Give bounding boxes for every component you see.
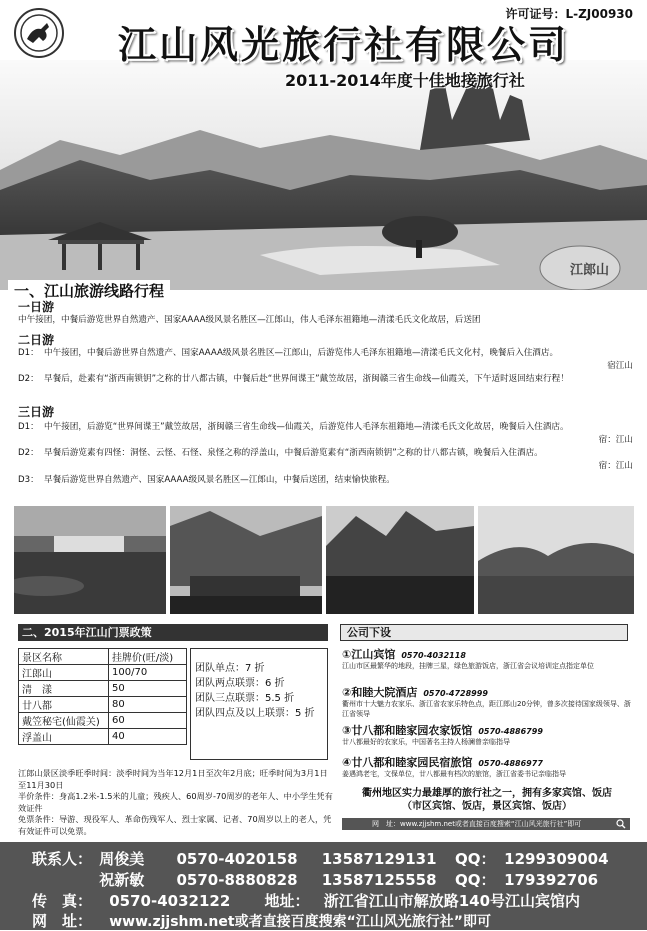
- hotel-item: [342, 684, 632, 719]
- photo-strip: [14, 506, 634, 614]
- scenic-name: 廿八都: [19, 697, 109, 713]
- day3-d3: [18, 474, 633, 488]
- day-text: 中午接团，中餐后游世界自然遗产、国家AAAA级风景名胜区—江郎山，后游览伟人毛泽东祖籍地—清漾毛氏文化村，晚餐后入住酒店。: [44, 348, 559, 358]
- scenic-name: 戴笠秘宅(仙霞关): [19, 713, 109, 729]
- table-header: [19, 649, 187, 665]
- stone-text: 江郎山: [570, 263, 610, 278]
- hotel-phone: 0570-4032118: [401, 651, 466, 660]
- company-name: 江山风光旅行社有限公司: [118, 22, 570, 67]
- contact-label: 联系人：: [32, 850, 93, 868]
- qq-label: QQ：: [454, 850, 496, 868]
- contact-person: 周俊美: [99, 850, 145, 868]
- day-label: D1：: [18, 422, 39, 432]
- address: 浙江省江山市解放路140号江山宾馆内: [323, 892, 581, 910]
- discount-line: 团队单点：7 折: [195, 663, 265, 674]
- stay-note: 宿：江山: [598, 461, 633, 471]
- license-number: 许可证号：L-ZJ00930: [505, 7, 633, 21]
- section-title-tickets: 二、2015年江山门票政策: [18, 624, 328, 641]
- day-label: D3：: [18, 475, 39, 485]
- day-text: 早餐后，赴素有“浙西南锁钥”之称的廿八都古镇，中餐后赴“世界间谍王”戴笠故居，浙闽赣三省生命线—仙霞关，下午适时返回结束行程！: [44, 374, 569, 384]
- strength-line: 衢州地区实力最雄厚的旅行社之一，拥有多家宾馆、饭店: [362, 788, 612, 799]
- scenic-price: 50: [109, 681, 187, 697]
- contact-row-3: [32, 890, 580, 911]
- qq-label: QQ：: [454, 871, 496, 889]
- day1-text: 中午接团，中餐后游览世界自然遗产、国家AAAA级风景名胜区—江郎山，伟人毛泽东祖籍地—清漾毛氏文化故居，后送团: [18, 315, 481, 325]
- search-text: 网 址：www.zjjshm.net或者直接百度搜索“江山风光旅行社”即可: [372, 820, 582, 828]
- ticket-notes: [18, 768, 333, 837]
- web-label: 网 址：: [32, 912, 93, 930]
- contact-row-4: [32, 910, 491, 931]
- landscape-photo: [0, 60, 647, 290]
- discount-line: 团队两点联票：6 折: [195, 678, 285, 689]
- day-text: 早餐后游览素有四怪：洞怪、云怪、石怪、泉怪之称的浮盖山，中餐后游览素有“浙西南锁钥”之称的廿八都古镇，晚餐后入住酒店。: [44, 448, 543, 458]
- horse-icon: [19, 13, 59, 53]
- hotel-name: ④廿八都和睦家园民宿旅馆: [342, 756, 473, 769]
- fax-number: 0570-4032122: [109, 892, 231, 910]
- scenic-price: 60: [109, 713, 187, 729]
- table-row: [19, 729, 187, 745]
- hotel-desc: 廿八都最好的农家乐，中国著名主持人杨澜曾亲临指导: [342, 738, 510, 746]
- hotel-desc: 江山市区最繁华的地段，挂牌三星，绿色旅游饭店，浙江省会议培训定点指定单位: [342, 662, 594, 670]
- hotel-name: ③廿八都和睦家园农家饭馆: [342, 724, 473, 737]
- day-text: 中午接团，后游览“世界间谍王”戴笠故居，浙闽赣三省生命线—仙霞关，后游览伟人毛泽东祖籍地—清漾毛氏文化故居，晚餐后入住酒店。: [44, 422, 569, 432]
- hotel-phone: 0570-4886977: [478, 759, 543, 768]
- hotel-name: ①江山宾馆: [342, 648, 396, 661]
- day2-d1: [18, 347, 633, 373]
- scenic-price: 40: [109, 729, 187, 745]
- scenic-price: 100/70: [109, 665, 187, 681]
- search-bar: [342, 818, 630, 830]
- table-row: [19, 665, 187, 681]
- hotel-phone: 0570-4886799: [478, 727, 543, 736]
- note-half-price: 半价条件：身高1.2米-1.5米的儿童；残疾人、60周岁-70周岁的老年人、中小学生凭有效证件: [18, 791, 333, 813]
- hotel-item: [342, 646, 632, 672]
- day-label: D1：: [18, 348, 39, 358]
- hotel-name: ②和睦大院酒店: [342, 686, 418, 699]
- scenic-name: 浮盖山: [19, 729, 109, 745]
- day2-title: 二日游: [18, 333, 55, 347]
- stay-note: 宿：江山: [598, 435, 633, 445]
- day-label: D2：: [18, 374, 39, 384]
- hotel-desc: 姜遇鸿老宅，文保单位，廿八都最有档次的旅馆，浙江省委书记亲临指导: [342, 770, 566, 778]
- contact-mobile: 13587129131: [321, 850, 437, 868]
- hotel-item: [342, 722, 632, 748]
- scenic-price: 80: [109, 697, 187, 713]
- day2-d2: [18, 373, 633, 399]
- header-price: 挂牌价(旺/淡): [109, 649, 187, 665]
- day-text: 早餐后游览世界自然遗产、国家AAAA级风景名胜区—江郎山，中餐后送团，结束愉快旅程。: [44, 475, 395, 485]
- contact-qq: 1299309004: [504, 850, 609, 868]
- group-discounts: [190, 648, 328, 760]
- header-name: 景区名称: [19, 649, 109, 665]
- section-title-subsidiaries: 公司下设: [340, 624, 628, 641]
- scenic-name: 江郎山: [19, 665, 109, 681]
- contact-phone: 0570-4020158: [176, 850, 298, 868]
- cliff-photo: [326, 506, 474, 614]
- contact-footer: [0, 842, 647, 930]
- contact-row-1: [32, 848, 609, 869]
- day1-title: 一日游: [18, 300, 55, 314]
- hotel-phone: 0570-4728999: [423, 689, 488, 698]
- contact-person: 祝新敏: [99, 871, 145, 889]
- lake-photo: [478, 506, 634, 614]
- village-photo: [14, 506, 166, 614]
- fax-label: 传 真：: [32, 892, 93, 910]
- address-label: 地址：: [264, 892, 310, 910]
- day-label: D2：: [18, 448, 39, 458]
- ticket-price-table: [18, 648, 187, 745]
- contact-qq: 179392706: [504, 871, 599, 889]
- day3-title: 三日游: [18, 405, 55, 419]
- award-subtitle: 2011-2014年度十佳地接旅行社: [285, 71, 525, 90]
- stay-note: 宿江山: [607, 361, 633, 371]
- hotel-item: [342, 754, 632, 780]
- website[interactable]: www.zjjshm.net或者直接百度搜索“江山风光旅行社”即可: [109, 914, 491, 930]
- section-title-routes: 一、江山旅游线路行程: [8, 280, 170, 301]
- note-free: 免票条件：导游、现役军人、革命伤残军人、烈士家属、记者、70周岁以上的老人，凭有效证件可以免票。: [18, 814, 332, 836]
- contact-row-2: [32, 869, 598, 890]
- ancient-town-photo: [170, 506, 322, 614]
- discount-line: 团队三点联票：5.5 折: [195, 693, 295, 704]
- company-strength: [342, 787, 632, 813]
- table-row: [19, 713, 187, 729]
- table-row: [19, 697, 187, 713]
- search-icon: [616, 819, 626, 829]
- contact-phone: 0570-8880828: [176, 871, 298, 889]
- hotel-desc: 衢州市十大魅力农家乐、浙江省农家乐特色点，距江郎山20分钟，曾多次接待国家级领导、浙江省领导: [342, 700, 631, 718]
- discount-line: 团队四点及以上联票：5 折: [195, 708, 315, 719]
- day3-d1: [18, 421, 633, 447]
- note-season: 江郎山景区淡季旺季时间：淡季时间为当年12月1日至次年2月底；旺季时间为3月1日至11月30日: [18, 768, 328, 790]
- day3-d2: [18, 447, 633, 473]
- table-row: [19, 681, 187, 697]
- contact-mobile: 13587125558: [321, 871, 437, 889]
- company-logo: [14, 8, 64, 58]
- strength-subline: （市区宾馆、饭店，景区宾馆、饭店）: [402, 801, 572, 812]
- scenic-name: 清 漾: [19, 681, 109, 697]
